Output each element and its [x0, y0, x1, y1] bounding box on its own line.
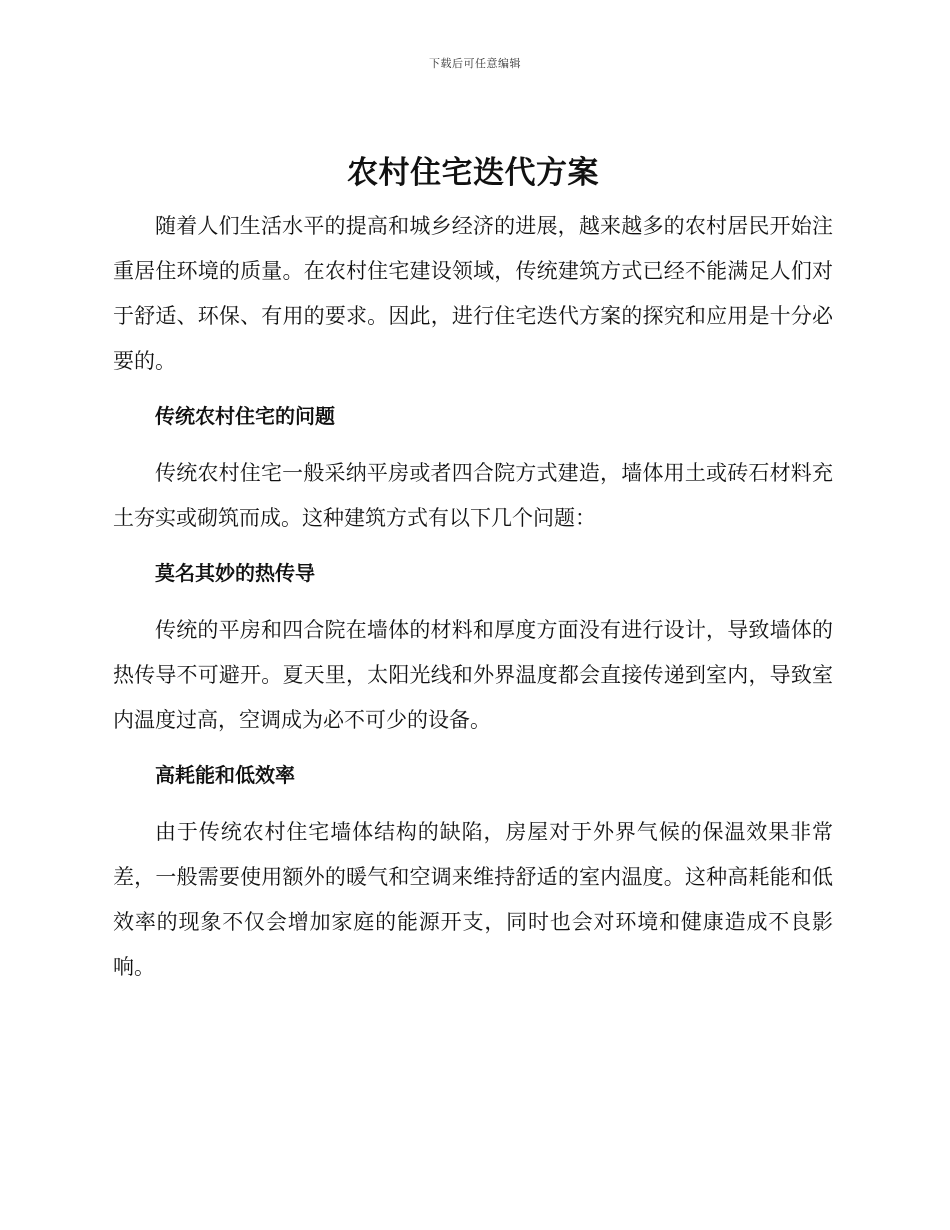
header-note: 下载后可任意编辑 — [429, 57, 521, 70]
section-heading: 莫名其妙的热传导 — [155, 561, 315, 585]
section-paragraph: 由于传统农村住宅墙体结构的缺陷，房屋对于外界气候的保温效果非常差，一般需要使用额外的暖气和空调来维持舒适的室内温度。这种高耗能和低效率的现象不仅会增加家庭的能源开支，同时也会对环境和健康造成不良影响。 — [113, 820, 833, 979]
section-heading: 传统农村住宅的问题 — [155, 404, 335, 428]
section-heading: 高耗能和低效率 — [155, 763, 295, 787]
section-paragraph: 传统的平房和四合院在墙体的材料和厚度方面没有进行设计，导致墙体的热传导不可避开。夏天里，太阳光线和外界温度都会直接传递到室内，导致室内温度过高，空调成为必不可少的设备。 — [113, 618, 833, 732]
page-title: 农村住宅迭代方案 — [347, 155, 599, 191]
intro-paragraph: 随着人们生活水平的提高和城乡经济的进展，越来越多的农村居民开始注重居住环境的质量。在农村住宅建设领域，传统建筑方式已经不能满足人们对于舒适、环保、有用的要求。因此，进行住宅迭代方案的探究和应用是十分必要的。 — [113, 214, 833, 373]
document-content — [113, 148, 833, 990]
section-paragraph: 传统农村住宅一般采纳平房或者四合院方式建造，墙体用土或砖石材料充土夯实或砌筑而成。这种建筑方式有以下几个问题： — [113, 461, 833, 530]
